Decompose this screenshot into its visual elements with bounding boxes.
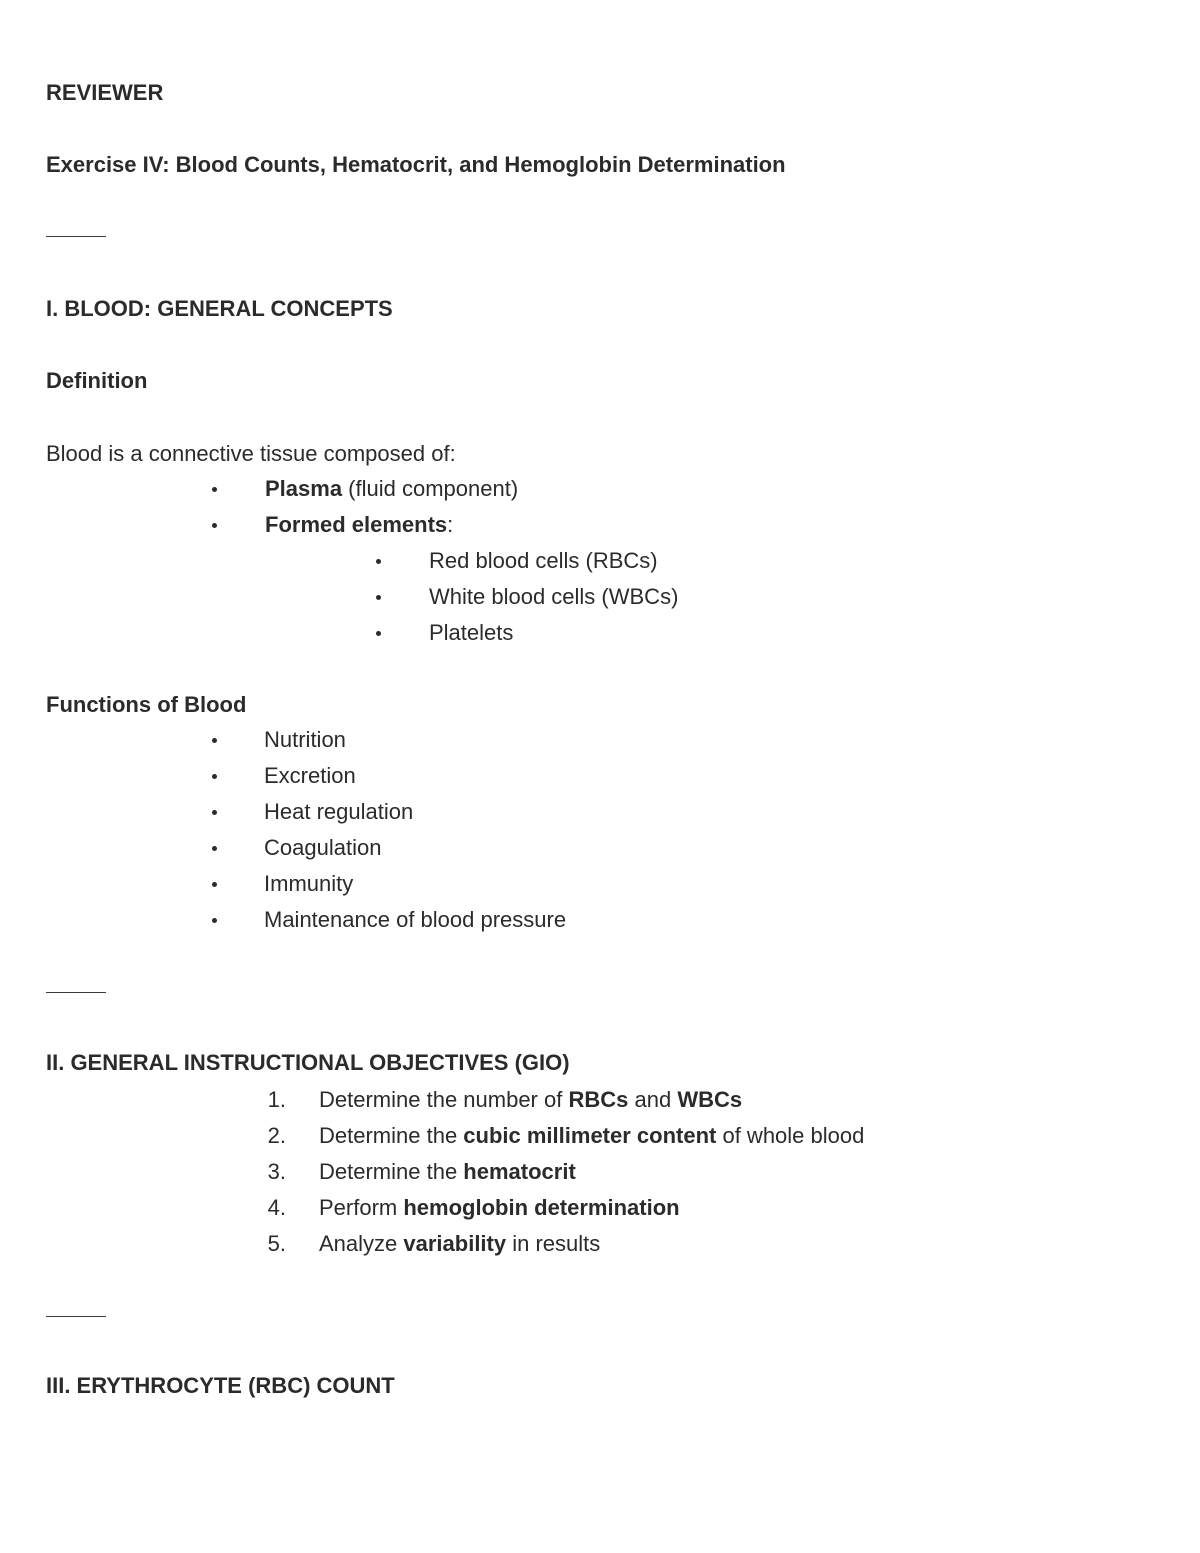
text: in results <box>506 1231 601 1256</box>
divider <box>46 992 106 993</box>
list-item: Heat regulation <box>264 799 414 824</box>
text-bold: hemoglobin determination <box>403 1195 680 1220</box>
list-item: Excretion <box>264 763 356 788</box>
objective-item <box>319 1161 576 1183</box>
bullet-icon <box>376 559 381 564</box>
text-bold: cubic millimeter content <box>463 1123 717 1148</box>
formed-term: Formed elements <box>265 512 448 537</box>
objective-item <box>319 1233 600 1255</box>
text: of whole blood <box>716 1123 865 1148</box>
plasma-term: Plasma <box>265 476 343 501</box>
text: and <box>628 1087 678 1112</box>
objective-item <box>319 1089 742 1111</box>
text-bold: RBCs <box>568 1087 629 1112</box>
list-item: Coagulation <box>264 835 382 860</box>
list-item: Immunity <box>264 871 354 896</box>
list-item: Maintenance of blood pressure <box>264 907 567 932</box>
bullet-icon <box>212 918 217 923</box>
list-number: 2. <box>267 1123 286 1148</box>
text-bold: variability <box>403 1231 507 1256</box>
formed-colon: : <box>447 512 454 537</box>
bullet-icon <box>212 882 217 887</box>
list-number: 1. <box>267 1087 286 1112</box>
plasma-desc: (fluid component) <box>342 476 519 501</box>
text: Determine the <box>319 1123 464 1148</box>
objective-item <box>319 1125 864 1147</box>
bullet-icon <box>376 631 381 636</box>
bullet-icon <box>212 810 217 815</box>
section-2-title: II. GENERAL INSTRUCTIONAL OBJECTIVES (GIO) <box>46 1050 570 1075</box>
definition-heading: Definition <box>46 368 148 393</box>
list-item: Nutrition <box>264 727 346 752</box>
list-number: 5. <box>267 1231 286 1256</box>
objective-item <box>319 1197 680 1219</box>
list-item: Platelets <box>429 620 514 645</box>
bullet-icon <box>212 738 217 743</box>
divider <box>46 236 106 237</box>
text: Perform <box>319 1195 404 1220</box>
bullet-icon <box>212 846 217 851</box>
doc-header: REVIEWER <box>46 80 164 105</box>
bullet-icon <box>212 774 217 779</box>
section-3-title: III. ERYTHROCYTE (RBC) COUNT <box>46 1373 395 1398</box>
list-item-formed-elements <box>265 514 453 536</box>
list-item-plasma <box>265 478 518 500</box>
list-number: 3. <box>267 1159 286 1184</box>
text: Determine the number of <box>319 1087 569 1112</box>
text: Determine the <box>319 1159 464 1184</box>
text: Analyze <box>319 1231 404 1256</box>
bullet-icon <box>376 595 381 600</box>
section-1-title: I. BLOOD: GENERAL CONCEPTS <box>46 296 393 321</box>
definition-intro: Blood is a connective tissue composed of: <box>46 441 456 466</box>
list-item: Red blood cells (RBCs) <box>429 548 658 573</box>
bullet-icon <box>212 523 217 528</box>
list-item: White blood cells (WBCs) <box>429 584 679 609</box>
divider <box>46 1316 106 1317</box>
list-number: 4. <box>267 1195 286 1220</box>
text-bold: hematocrit <box>463 1159 576 1184</box>
functions-heading: Functions of Blood <box>46 692 247 717</box>
text-bold: WBCs <box>677 1087 743 1112</box>
exercise-title: Exercise IV: Blood Counts, Hematocrit, and Hemoglobin Determination <box>46 152 786 177</box>
bullet-icon <box>212 487 217 492</box>
